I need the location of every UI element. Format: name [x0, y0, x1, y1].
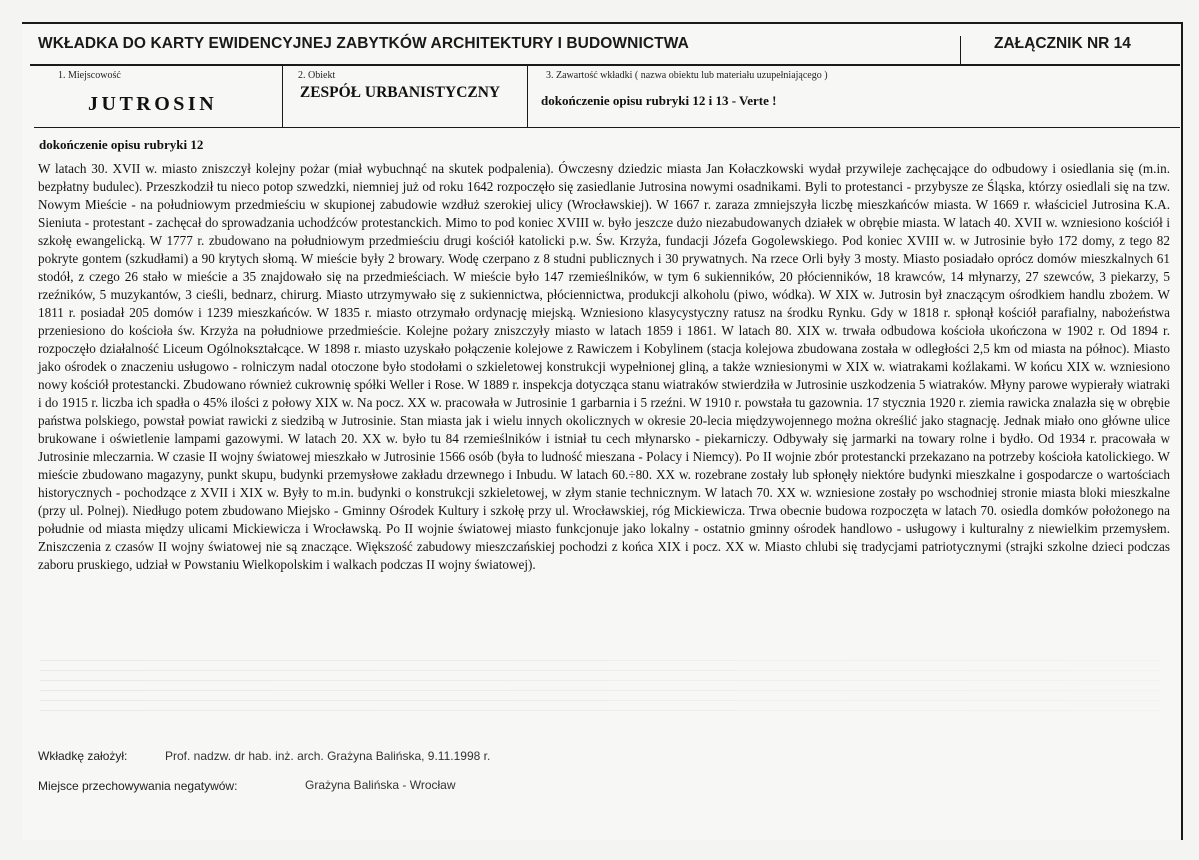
attachment-number: ZAŁĄCZNIK NR 14 — [994, 35, 1131, 52]
right-border — [1181, 22, 1183, 840]
description-text: W latach 30. XVII w. miasto zniszczył kolejny pożar (miał wybuchnąć na skutek podpalenia). Ówczesny dziedzic miasta Jan Kołaczkowski wydał przywileje zachęcające do odbudowy i osiedlania się (m.in. bezpłatny budulec). Przeszkodził tu nieco potop szwedzki, niemniej już od roku 1642 rozpoczęło się zasiedlanie Jutrosina nowymi osadnikami. Byli to protestanci - przybysze ze Śląska, którzy osiedlali się na tzw. Nowym Mieście - na południowym przedmieściu w skupionej zabudowie wzdłuż szerokiej ulicy (Wrocławskiej). W 1667 r. zaraza zmniejszyła liczbę mieszkańców miasta. W 1669 r. właściciel Jutrosina K.A. Sieniuta - protestant - zachęcał do sprowadzania uchodźców protestanckich. Mimo to pod koniec XVIII w. było jeszcze dużo niezabudowanych działek w obrębie miasta. W latach 40. XVII w. wzniesiono kościół i szkołę ewangelicką. W 1777 r. zbudowano na południowym przedmieściu drugi kościół katolicki p.w. Św. Krzyża, fundacji Józefa Gogolewskiego. Pod koniec XVIII w. w Jutrosinie było 172 domy, z tego 82 pokryte gontem (szkudłami) a 90 krytych słomą. W mieście były 2 browary. Wodę czerpano z 8 studni publicznych i 30 prywatnych. Na rzece Orli były 3 mosty. Miasto posiadało oprócz domów mieszkalnych 61 stodół, z czego 26 stało w mieście a 35 znajdowało się na przedmieściach. W mieście było 147 rzemieślników, w tym 6 sukienników, 20 płócienników, 18 krawców, 14 młynarzy, 27 szewców, 3 piekarzy, 5 rzeźników, 5 muzykantów, 3 cieśli, bednarz, chirurg. Miasto utrzymywało się z sukiennictwa, płóciennictwa, produkcji alkoholu (piwo, wódka). W XIX w. Jutrosin był znaczącym ośrodkiem handlu zbożem. W 1811 r. posiadał 205 domów i 1239 mieszkańców. W 1835 r. miasto otrzymało ordynację miejską. Wzniesiono klasycystyczny ratusz na środku Rynku. Gdy w 1818 r. spłonął kościół parafialny, nabożeństwa przeniesiono do kościoła św. Krzyża na południowe przedmieście. Kolejne pożary zniszczyły miasto w latach 1859 i 1861. W latach 80. XIX w. trwała odbudowa kościoła ukończona w 1902 r. Od 1894 r. rozpoczęło działalność Liceum Ogólnokształcące. W 1898 r. miasto uzyskało połączenie kolejowe z Rawiczem i Kobylinem (stacja kolejowa zbudowana została w odległości 2,5 km od miasta na północ). Miasto jako ośrodek o znaczeniu usługowo - rolniczym nadal otoczone było stodołami o szkieletowej konstrukcji wypełnionej gliną, a także wzniesionymi w XIX w. wiatrakami koźlakami. W końcu XIX w. wzniesiono nowy kościół protestancki. Zbudowano również cukrownię spółki Weller i Rose. W 1889 r. inspekcja dotycząca stanu wiatraków stwierdziła w Jutrosinie uszkodzenia 5 wiatraków. Młyny parowe wypierały wiatraki i do 1915 r. liczba ich spadła o 45% ilości z połowy XIX w. Na pocz. XX w. pracowała w Jutrosinie 1 garbarnia i 5 rzeźni. W 1910 r. powstała tu gazownia. 17 stycznia 1920 r. ziemia rawicka znalazła się w obrębie państwa polskiego, powstał powiat rawicki z siedzibą w Jutrosinie. Stan miasta jak i wielu innych okolicznych w okresie 20-lecia międzywojennego można określić jako stagnację. Jednak miało ono główne ulice brukowane i oświetlenie lampami gazowymi. W latach 20. XX w. było tu 84 rzemieślników i istniał tu cech młynarsko - piekarniczy. Odbywały się jarmarki na towary rolne i bydło. Od 1934 r. pracowała w Jutrosinie mleczarnia. W czasie II wojny światowej mieszkało w Jutrosinie 1566 osób (była to ludność mieszana - Polacy i Niemcy). Po II wojnie zbór protestancki przekazano na potrzeby kościoła katolickiego. W mieście zbudowano magazyny, punkt skupu, budynki przemysłowe zakładu drzewnego i Inbudu. W latach 60.÷80. XX w. rozebrane zostały lub spłonęły niektóre budynki mieszkalne i gospodarcze o wartościach historycznych - pochodzące z XVII i XIX w. Były to m.in. budynki o konstrukcji szkieletowej, w złym stanie technicznym. W latach 70. XX w. wzniesione zostały po wschodniej stronie miasta bloki mieszkalne (przy ul. Polnej). Niedługo potem zbudowano Miejsko - Gminny Ośrodek Kultury i szkołę przy ul. Wrocławskiej, róg Mickiewicza. Trwa obecnie budowa rozpoczęta w latach 70. osiedla domków położonego na południe od miasta między ulicami Mickiewicza i Wrocławską. Po II wojnie światowej miasto funkcjonuje jako lokalny - ostatnio gminny ośrodek handlowo - usługowy i kulturalny z niewielkim przemysłem. Zniszczenia z czasów II wojny światowej nie są znaczące. Większość zabudowy mieszczańskiej pochodzi z końca XIX i pocz. XX w. Miasto chlubi się tradycjami patriotycznymi (strajki szkolne dzieci podczas zaboru pruskiego, udział w Powstaniu Wielkopolskim i walkach podczas II wojny światowej). — [38, 161, 1170, 572]
contents-label: 3. Zawartość wkładki ( nazwa obiektu lub materiału uzupełniającego ) — [546, 70, 828, 81]
object-label: 2. Obiekt — [298, 70, 336, 81]
field-divider-1 — [282, 66, 283, 127]
negatives-value: Grażyna Balińska - Wrocław — [305, 778, 456, 792]
author-label: Wkładkę założył: — [38, 749, 128, 763]
negatives-label: Miejsce przechowywania negatywów: — [38, 779, 238, 793]
faint-reverse-lines — [40, 660, 1160, 730]
field-divider-2 — [527, 66, 528, 127]
header-rule — [30, 64, 1180, 66]
header-divider — [960, 36, 961, 64]
contents-value: dokończenie opisu rubryki 12 i 13 - Verte ! — [541, 93, 777, 108]
fields-rule — [34, 127, 1180, 128]
top-border — [22, 22, 1182, 24]
form-title: WKŁADKA DO KARTY EWIDENCYJNEJ ZABYTKÓW ARCHITEKTURY I BUDOWNICTWA — [38, 35, 689, 52]
place-label: 1. Miejscowość — [58, 70, 121, 81]
author-value: Prof. nadzw. dr hab. inż. arch. Grażyna Balińska, 9.11.1998 r. — [165, 749, 491, 763]
place-value: JUTROSIN — [88, 93, 218, 115]
object-value: ZESPÓŁ URBANISTYCZNY — [299, 84, 501, 101]
section-heading: dokończenie opisu rubryki 12 — [39, 137, 204, 152]
